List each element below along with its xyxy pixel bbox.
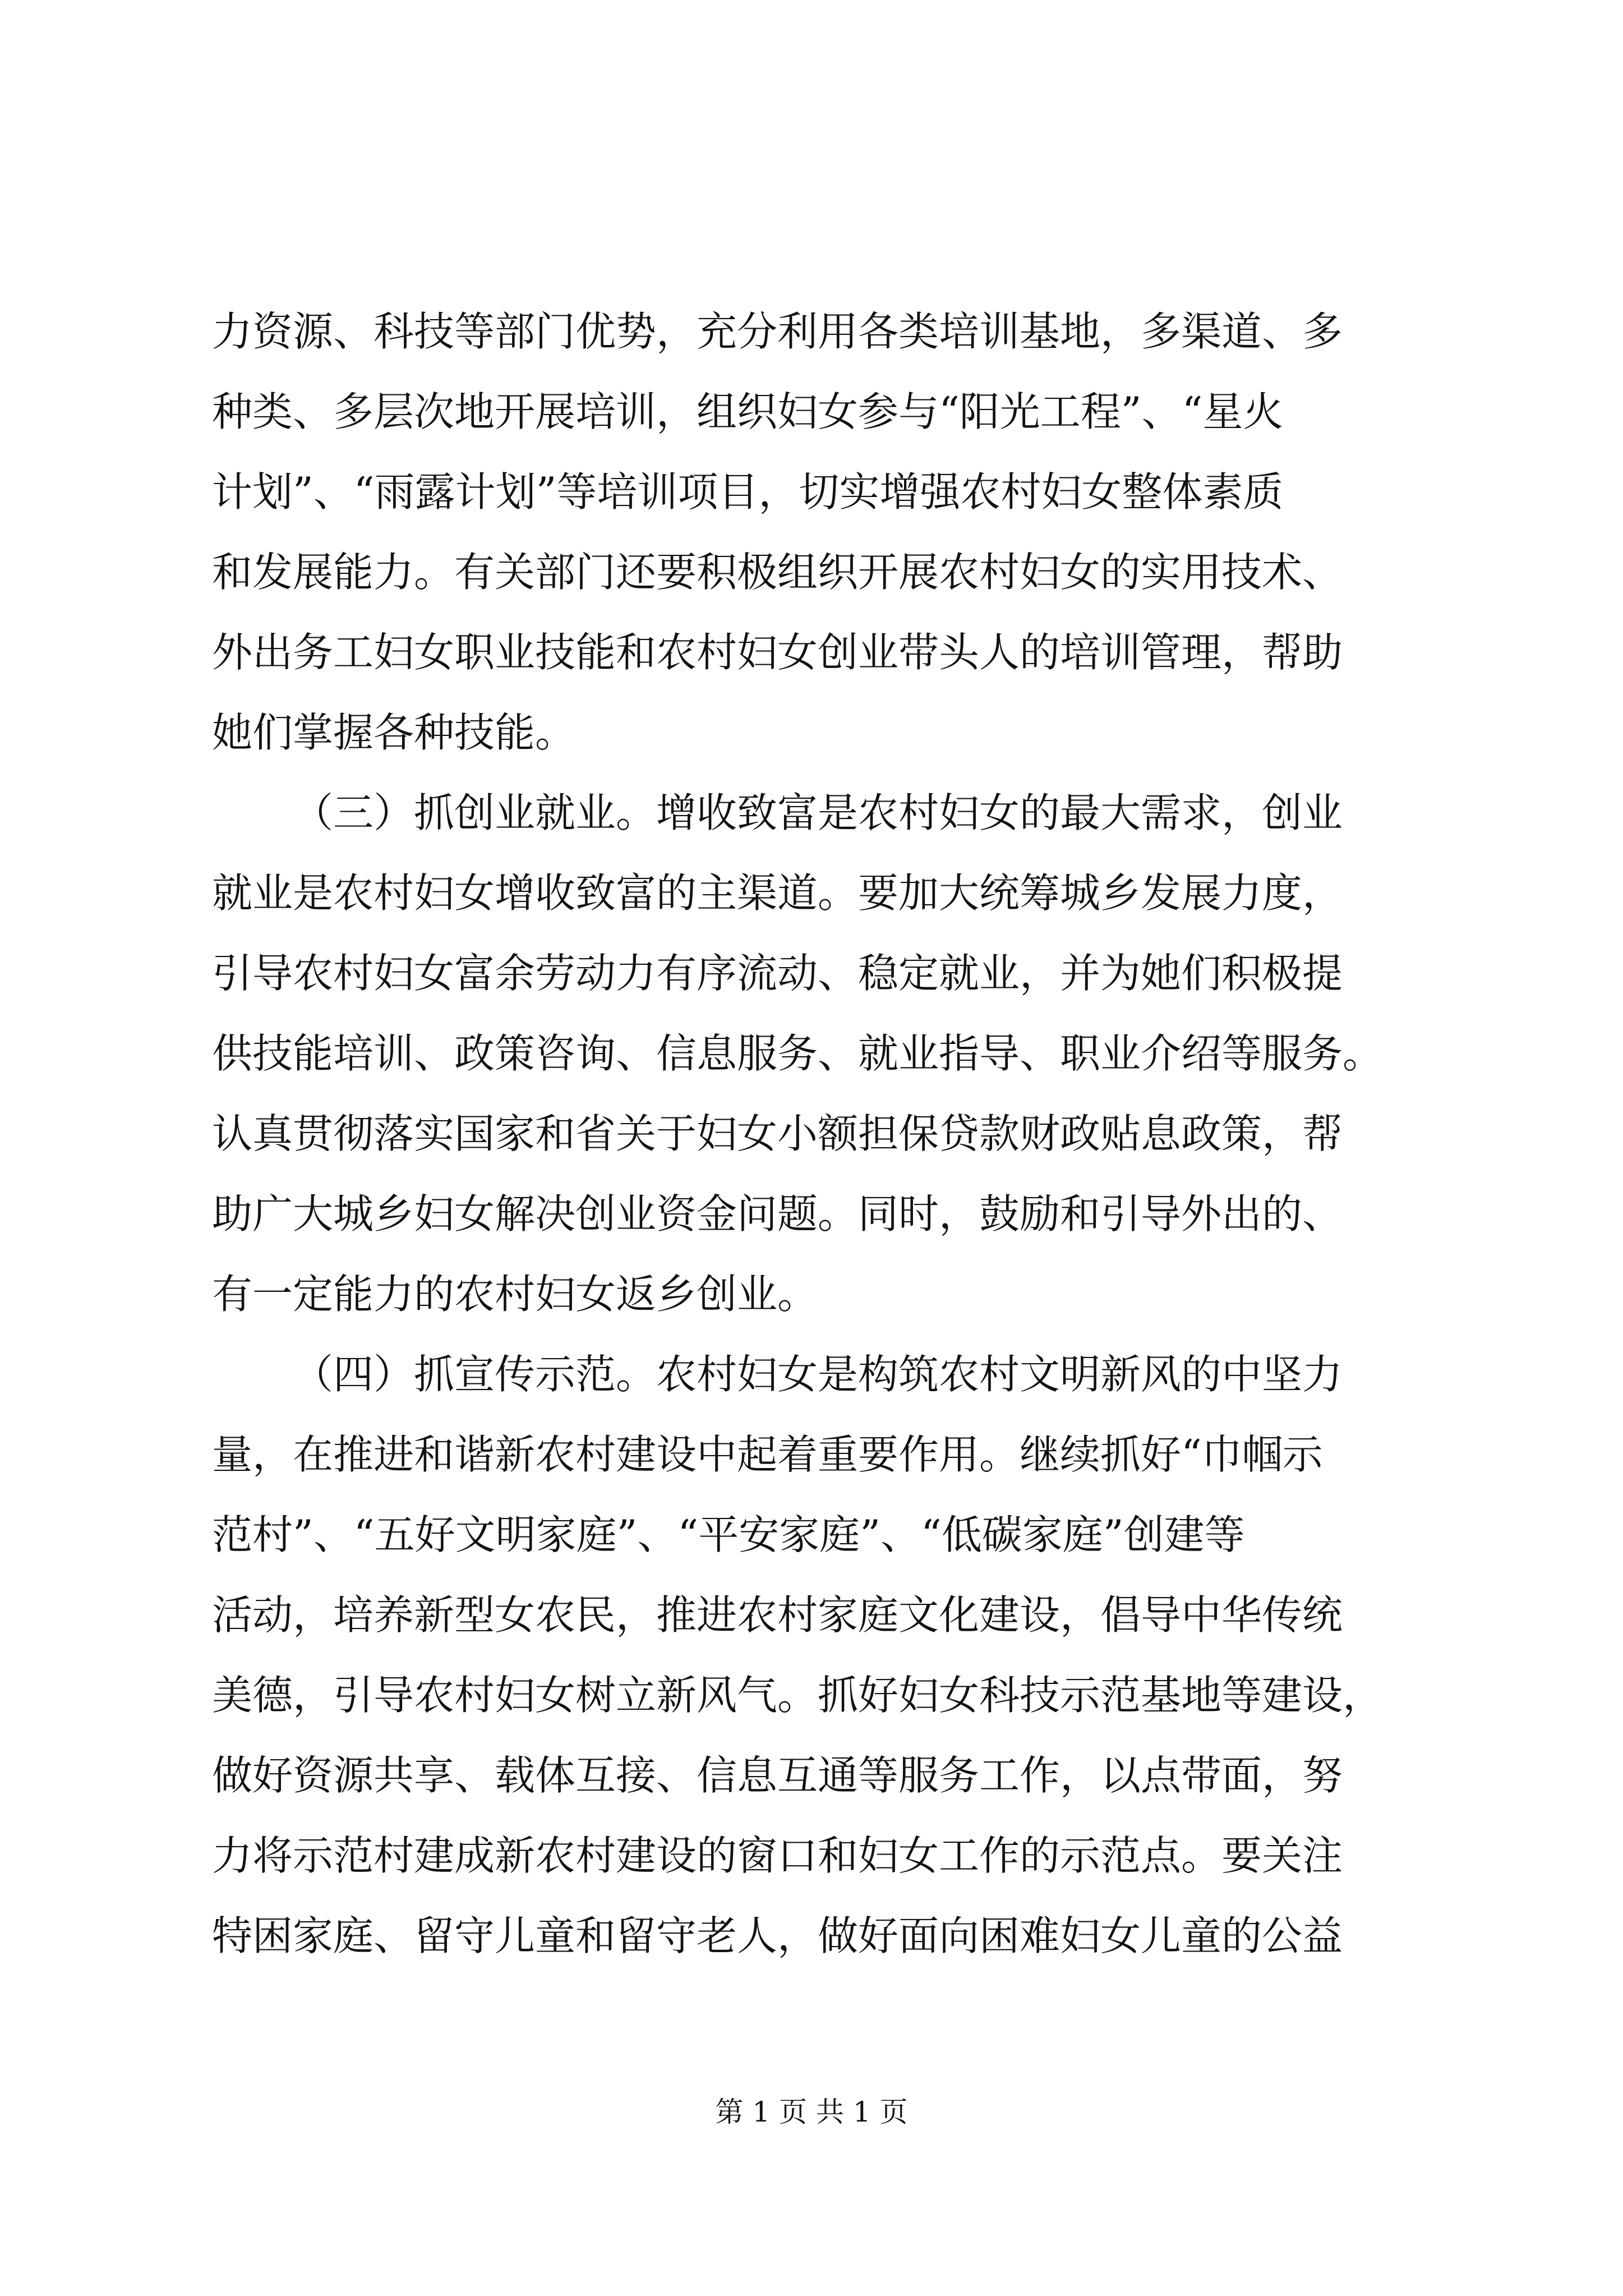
text-line: 量，在推进和谐新农村建设中起着重要作用。继续抓好“巾帼示 [212, 1431, 1323, 1478]
text-line: 力资源、科技等部门优势，充分利用各类培训基地，多渠道、多 [212, 308, 1343, 355]
text-line: 计划”、“雨露计划”等培训项目，切实增强农村妇女整体素质 [212, 468, 1284, 516]
text-line: 她们掌握各种技能。 [212, 709, 576, 756]
text-line: 做好资源共享、载体互接、信息互通等服务工作，以点带面，努 [212, 1752, 1343, 1799]
text-line: 引导农村妇女富余劳动力有序流动、稳定就业，并为她们积极提 [212, 950, 1343, 997]
text-line: 外出务工妇女职业技能和农村妇女创业带头人的培训管理，帮助 [212, 629, 1343, 676]
text-line: 种类、多层次地开展培训，组织妇女参与“阳光工程”、“星火 [212, 388, 1284, 435]
text-line: 力将示范村建成新农村建设的窗口和妇女工作的示范点。要关注 [212, 1832, 1343, 1879]
document-body [212, 292, 1423, 1976]
text-line: 和发展能力。有关部门还要积极组织开展农村妇女的实用技术、 [212, 549, 1343, 596]
text-line: 活动，培养新型女农民，推进农村家庭文化建设，倡导中华传统 [212, 1591, 1343, 1639]
page-number-footer: 第 1 页 共 1 页 [715, 2096, 908, 2128]
text-line: 范村”、“五好文明家庭”、“平安家庭”、“低碳家庭”创建等 [212, 1511, 1245, 1558]
text-line: 就业是农村妇女增收致富的主渠道。要加大统筹城乡发展力度， [212, 869, 1343, 917]
text-line: （三）抓创业就业。增收致富是农村妇女的最大需求，创业 [293, 789, 1343, 836]
text-line: 助广大城乡妇女解决创业资金问题。同时，鼓励和引导外出的、 [212, 1190, 1343, 1237]
text-line: （四）抓宣传示范。农村妇女是构筑农村文明新风的中坚力 [293, 1351, 1343, 1398]
text-line: 有一定能力的农村妇女返乡创业。 [212, 1271, 818, 1318]
text-line: 认真贯彻落实国家和省关于妇女小额担保贷款财政贴息政策，帮 [212, 1110, 1343, 1157]
text-line: 供技能培训、政策咨询、信息服务、就业指导、职业介绍等服务。 [212, 1030, 1384, 1077]
text-line: 美德，引导农村妇女树立新风气。抓好妇女科技示范基地等建设， [212, 1672, 1384, 1719]
text-line: 特困家庭、留守儿童和留守老人，做好面向困难妇女儿童的公益 [212, 1912, 1343, 1959]
